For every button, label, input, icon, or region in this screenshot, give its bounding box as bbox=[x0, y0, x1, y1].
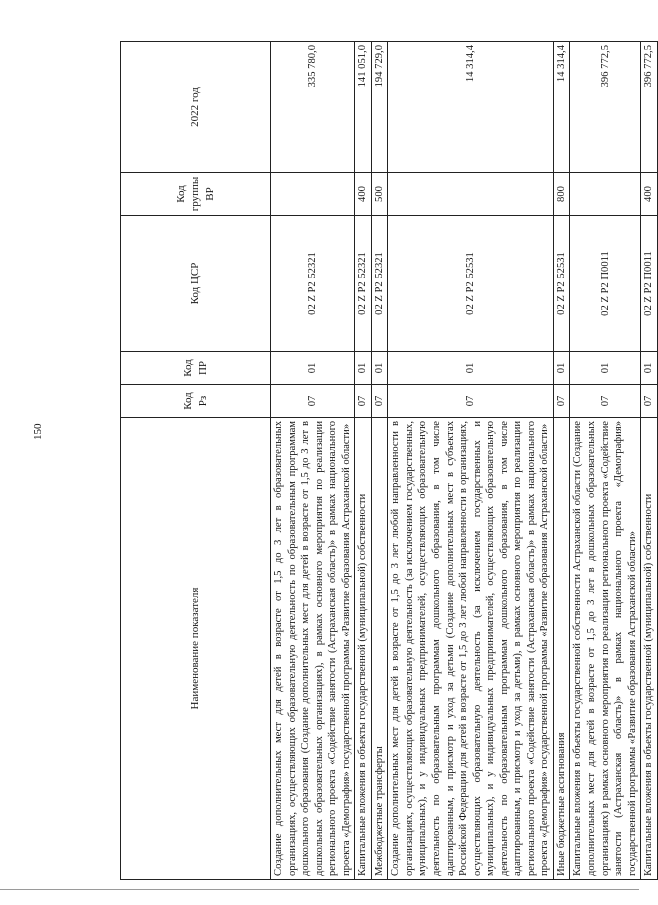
row-amount: 14 314,4 bbox=[553, 42, 570, 173]
header-pr: Код ПР bbox=[121, 352, 271, 385]
row-amount: 14 314,4 bbox=[388, 42, 554, 173]
header-csr: Код ЦСР bbox=[121, 216, 271, 352]
page-bottom-rule bbox=[0, 889, 639, 890]
row-amount: 335 780,0 bbox=[271, 42, 355, 173]
row-rz: 07 bbox=[371, 385, 388, 418]
row-rz: 07 bbox=[641, 385, 658, 418]
row-vr: 800 bbox=[553, 173, 570, 216]
row-pr: 01 bbox=[570, 352, 641, 385]
row-name: Капитальные вложения в объекты государственной (муниципальной) собственности bbox=[641, 418, 658, 880]
row-csr: 02 Z P2 52321 bbox=[371, 216, 388, 352]
row-vr: 400 bbox=[355, 173, 372, 216]
budget-table bbox=[120, 41, 658, 880]
table-row bbox=[371, 42, 388, 880]
table-row bbox=[271, 42, 355, 880]
table-row bbox=[355, 42, 372, 880]
row-csr: 02 Z P2 П0011 bbox=[641, 216, 658, 352]
row-csr: 02 Z P2 52531 bbox=[388, 216, 554, 352]
row-pr: 01 bbox=[388, 352, 554, 385]
row-amount: 194 729,0 bbox=[371, 42, 388, 173]
row-amount: 396 772,5 bbox=[641, 42, 658, 173]
row-name: Межбюджетные трансферты bbox=[371, 418, 388, 880]
row-vr bbox=[271, 173, 355, 216]
row-name: Иные бюджетные ассигнования bbox=[553, 418, 570, 880]
row-vr bbox=[570, 173, 641, 216]
table-row bbox=[388, 42, 554, 880]
row-csr: 02 Z P2 П0011 bbox=[570, 216, 641, 352]
row-amount: 396 772,5 bbox=[570, 42, 641, 173]
row-csr: 02 Z P2 52321 bbox=[271, 216, 355, 352]
row-vr: 400 bbox=[641, 173, 658, 216]
row-name: Капитальные вложения в объекты государственной собственности Астраханской области (Создание дополнительных мест для детей в возрасте от 1,5 до 3 лет в дошкольных образовательных организациях) в рамках основного мероприятия по реализации регионального проекта «Содействие занятости (Астраханская область)» в рамках национального проекта «Демография» государственной программы «Развитие образования Астраханской области» bbox=[570, 418, 641, 880]
row-rz: 07 bbox=[355, 385, 372, 418]
row-vr bbox=[388, 173, 554, 216]
row-csr: 02 Z P2 52531 bbox=[553, 216, 570, 352]
row-rz: 07 bbox=[570, 385, 641, 418]
row-pr: 01 bbox=[271, 352, 355, 385]
row-amount: 141 051,0 bbox=[355, 42, 372, 173]
row-pr: 01 bbox=[355, 352, 372, 385]
table-row bbox=[553, 42, 570, 880]
row-rz: 07 bbox=[271, 385, 355, 418]
row-pr: 01 bbox=[371, 352, 388, 385]
header-rz: Код Рз bbox=[121, 385, 271, 418]
table-row bbox=[641, 42, 658, 880]
rotated-page-content bbox=[120, 42, 655, 880]
page-number: 150 bbox=[32, 423, 44, 440]
row-pr: 01 bbox=[553, 352, 570, 385]
row-name: Капитальные вложения в объекты государственной (муниципальной) собственности bbox=[355, 418, 372, 880]
header-vr: Код группы ВР bbox=[121, 173, 271, 216]
table-row bbox=[570, 42, 641, 880]
row-vr: 500 bbox=[371, 173, 388, 216]
row-rz: 07 bbox=[553, 385, 570, 418]
header-name: Наименование показателя bbox=[121, 418, 271, 880]
row-rz: 07 bbox=[388, 385, 554, 418]
row-csr: 02 Z P2 52321 bbox=[355, 216, 372, 352]
table-header-row bbox=[121, 42, 271, 880]
row-pr: 01 bbox=[641, 352, 658, 385]
row-name: Создание дополнительных мест для детей в возрасте от 1,5 до 3 лет в образовательных организациях, осуществляющих образовательную деятельность по образовательным программам дошкольного образования (Создание дополнительных мест для детей в возрасте от 1,5 до 3 лет в дошкольных образовательных организациях), в рамках основного мероприятия по реализации регионального проекта «Содействие занятости (Астраханская область)» в рамках национального проекта «Демография» государственной программы «Развитие образования Астраханской области» bbox=[271, 418, 355, 880]
header-amount: 2022 год bbox=[121, 42, 271, 173]
row-name: Создание дополнительных мест для детей в возрасте от 1,5 до 3 лет любой направленности в организациях, осуществляющих образовательную деятельность (за исключением государственных, муниципальных), и у индивидуальных предпринимателей, осуществляющих образовательную деятельность по образовательным программам дошкольного образования, в том числе адаптированным, и присмотр и уход за детьми (Создание дополнительных мест в субъектах Российской Федерации для детей в возрасте от 1,5 до 3 лет любой направленности в организациях, осуществляющих образовательную деятельность (за исключением государственных и муниципальных), и у индивидуальных предпринимателей, осуществляющих образовательную деятельность по образовательным программам дошкольного образования, в том числе адаптированным, и присмотр и уход за детьми), в рамках основного мероприятия по реализации регионального проекта «Содействие занятости (Астраханская область)» в рамках национального проекта «Демография» государственной программы «Развитие образования Астраханской области» bbox=[388, 418, 554, 880]
